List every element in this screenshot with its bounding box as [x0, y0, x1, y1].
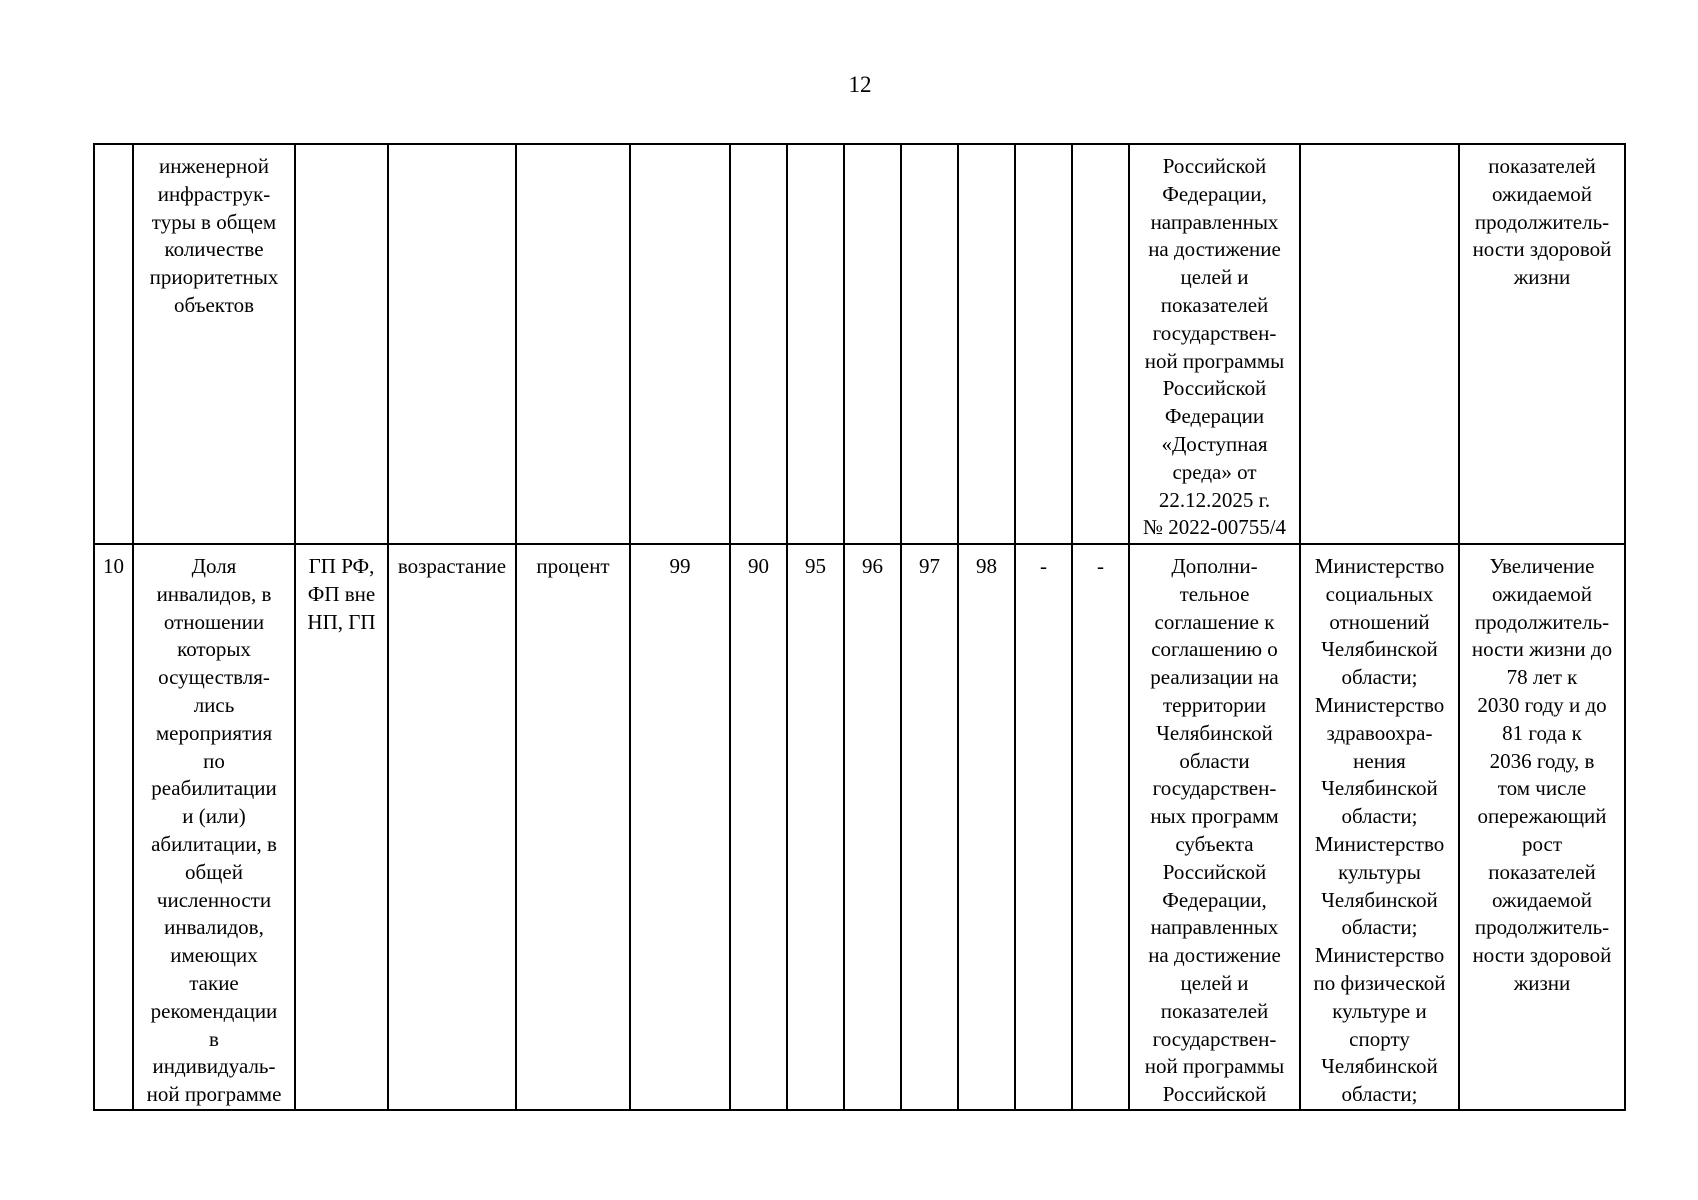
year-value-cell — [958, 144, 1015, 544]
year-value-cell: 98 — [958, 544, 1015, 1110]
document-cell: Российской Федерации, направленных на достижение целей и показателей государствен- ной программы Российской Федерации «Доступная среда» от 22.12.2025 г. № 2022-00755/4 — [1129, 144, 1300, 544]
indicators-table — [93, 143, 1626, 1111]
year-value-cell — [730, 144, 787, 544]
trend-cell: возрастание — [388, 544, 516, 1110]
year-value-cell: - — [1072, 544, 1129, 1110]
responsible-cell — [1300, 144, 1459, 544]
responsible-cell: Министерство социальных отношений Челябинской области; Министерство здравоохра- нения Челябинской области; Министерство культуры Челябинской области; Министерство по физической культуре и спорту Челябинской области; — [1300, 544, 1459, 1110]
year-value-cell: 90 — [730, 544, 787, 1110]
year-value-cell: 95 — [787, 544, 844, 1110]
indicator-name-cell: инженерной инфраструк- туры в общем количестве приоритетных объектов — [133, 144, 295, 544]
indicator-type-cell — [295, 144, 388, 544]
year-value-cell — [787, 144, 844, 544]
year-value-cell: 97 — [901, 544, 958, 1110]
document-cell: Дополни- тельное соглашение к соглашению о реализации на территории Челябинской области государствен- ных программ субъекта Российской Федерации, направленных на достижение целей и показателей государствен- ной программы Российской — [1129, 544, 1300, 1110]
base-value-cell: 99 — [630, 544, 730, 1110]
indicator-type-cell: ГП РФ, ФП вне НП, ГП — [295, 544, 388, 1110]
year-value-cell — [1015, 144, 1072, 544]
base-value-cell — [630, 144, 730, 544]
indicator-name-cell: Доля инвалидов, в отношении которых осуществля- лись мероприятия по реабилитации и (или) абилитации, в общей численности инвалидов, имеющих такие рекомендации в индивидуаль- ной программе — [133, 544, 295, 1110]
row-number-cell: 10 — [94, 544, 133, 1110]
table-row — [94, 144, 1625, 544]
goal-cell: показателей ожидаемой продолжитель- ности здоровой жизни — [1459, 144, 1625, 544]
year-value-cell — [1072, 144, 1129, 544]
table-row — [94, 544, 1625, 1110]
page-number: 12 — [848, 72, 872, 97]
unit-cell: процент — [516, 544, 630, 1110]
goal-cell: Увеличение ожидаемой продолжитель- ности жизни до 78 лет к 2030 году и до 81 года к 2036 году, в том числе опережающий рост показателей ожидаемой продолжитель- ности здоровой жизни — [1459, 544, 1625, 1110]
unit-cell — [516, 144, 630, 544]
row-number-cell — [94, 144, 133, 544]
trend-cell — [388, 144, 516, 544]
year-value-cell: 96 — [844, 544, 901, 1110]
year-value-cell: - — [1015, 544, 1072, 1110]
year-value-cell — [901, 144, 958, 544]
year-value-cell — [844, 144, 901, 544]
